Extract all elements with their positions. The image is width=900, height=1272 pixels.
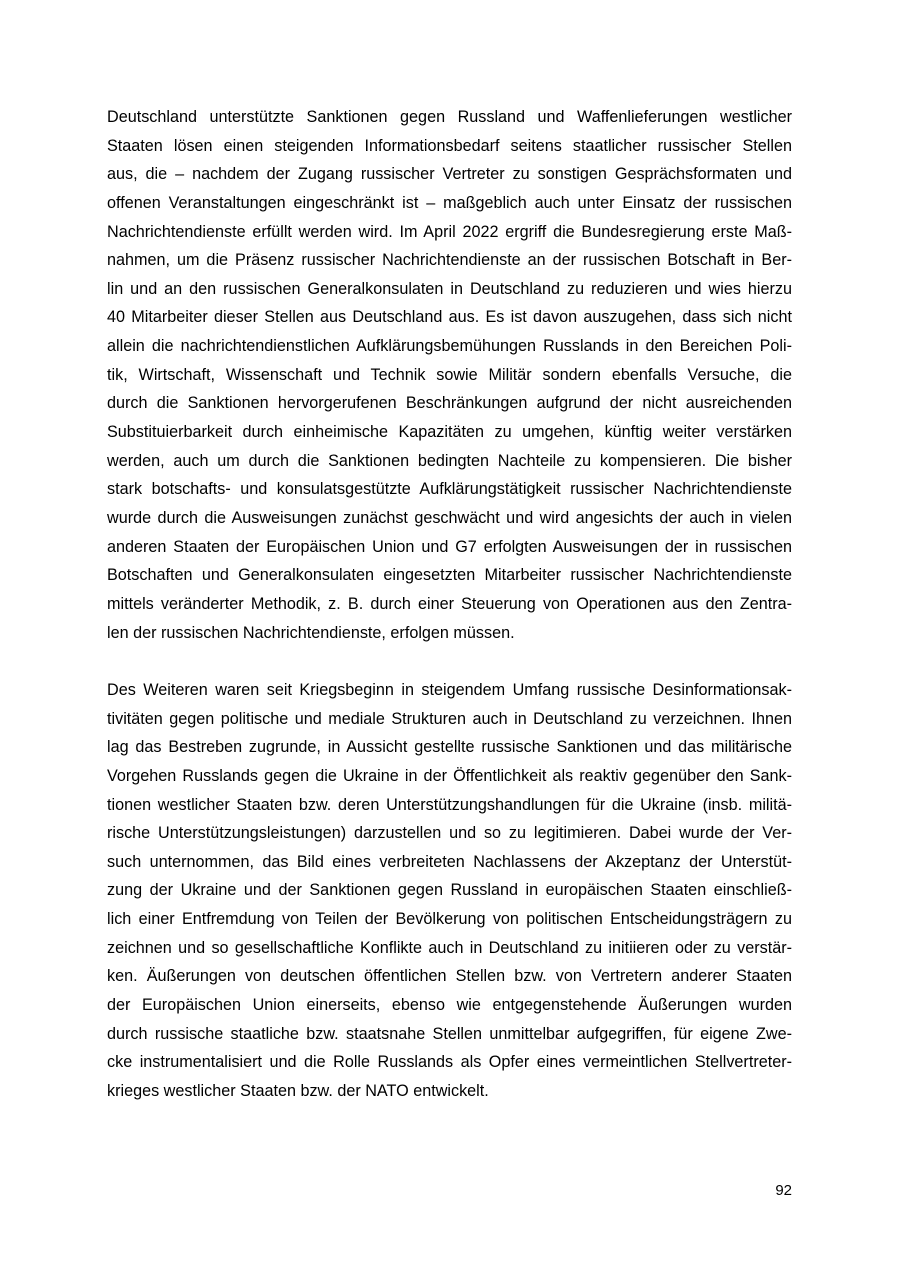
text-line: offenen Veranstaltungen eingeschränkt ist – maßgeblich auch unter Einsatz der russischen	[107, 193, 792, 212]
text-line: der Europäischen Union einerseits, ebenso wie entgegenstehende Äußerungen wurden	[107, 996, 792, 1015]
text-line: lag das Bestreben zugrunde, in Aussicht gestellte russische Sanktionen und das militärische	[107, 738, 792, 757]
text-line: ken. Äußerungen von deutschen öffentlichen Stellen bzw. von Vertretern anderer Staaten	[107, 967, 792, 986]
text-line: nahmen, um die Präsenz russischer Nachrichtendienste an der russischen Botschaft in Ber-	[107, 251, 792, 270]
text-line: lin und an den russischen Generalkonsulaten in Deutschland zu reduzieren und wies hierzu	[107, 279, 792, 298]
paragraph-1	[107, 103, 792, 647]
text-line: anderen Staaten der Europäischen Union und G7 erfolgten Ausweisungen der in russischen	[107, 537, 792, 556]
text-line: len der russischen Nachrichtendienste, erfolgen müssen.	[107, 623, 515, 642]
text-line: Nachrichtendienste erfüllt werden wird. Im April 2022 ergriff die Bundesregierung erste Maß-	[107, 222, 792, 241]
text-line: such unternommen, das Bild eines verbreiteten Nachlassens der Akzeptanz der Unterstüt-	[107, 852, 792, 871]
text-line: tivitäten gegen politische und mediale Strukturen auch in Deutschland zu verzeichnen. Ihnen	[107, 709, 792, 728]
text-line: Vorgehen Russlands gegen die Ukraine in der Öffentlichkeit als reaktiv gegenüber den Sank-	[107, 766, 792, 785]
text-line: rische Unterstützungsleistungen) darzustellen und so zu legitimieren. Dabei wurde der Ver-	[107, 824, 792, 843]
text-line: cke instrumentalisiert und die Rolle Russlands als Opfer eines vermeintlichen Stellvertreter-	[107, 1053, 792, 1072]
paragraph-2	[107, 676, 792, 1106]
text-line: zeichnen und so gesellschaftliche Konflikte auch in Deutschland zu initiieren oder zu verstär-	[107, 938, 792, 957]
text-line: stark botschafts- und konsulatsgestützte Aufklärungstätigkeit russischer Nachrichtendienste	[107, 480, 792, 499]
text-line: aus, die – nachdem der Zugang russischer Vertreter zu sonstigen Gesprächsformaten und	[107, 165, 792, 184]
text-line: Substituierbarkeit durch einheimische Kapazitäten zu umgehen, künftig weiter verstärken	[107, 423, 792, 442]
text-line: 40 Mitarbeiter dieser Stellen aus Deutschland aus. Es ist davon auszugehen, dass sich nicht	[107, 308, 792, 327]
text-line: wurde durch die Ausweisungen zunächst geschwächt und wird angesichts der auch in vielen	[107, 508, 792, 527]
text-line: lich einer Entfremdung von Teilen der Bevölkerung von politischen Entscheidungsträgern zu	[107, 910, 792, 929]
text-line: Deutschland unterstützte Sanktionen gegen Russland und Waffenlieferungen westlicher	[107, 108, 792, 126]
text-line: Botschaften und Generalkonsulaten eingesetzten Mitarbeiter russischer Nachrichtendienste	[107, 566, 792, 585]
text-line: durch die Sanktionen hervorgerufenen Beschränkungen aufgrund der nicht ausreichenden	[107, 394, 792, 413]
text-line: werden, auch um durch die Sanktionen bedingten Nachteile zu kompensieren. Die bisher	[107, 451, 792, 470]
text-line: allein die nachrichtendienstlichen Aufklärungsbemühungen Russlands in den Bereichen Poli-	[107, 337, 792, 356]
text-line: mittels veränderter Methodik, z. B. durch einer Steuerung von Operationen aus den Zentra-	[107, 594, 792, 613]
text-line: zung der Ukraine und der Sanktionen gegen Russland in europäischen Staaten einschließ-	[107, 881, 792, 900]
page-number: 92	[775, 1182, 792, 1199]
text-line: durch russische staatliche bzw. staatsnahe Stellen unmittelbar aufgegriffen, für eigene Zwe-	[107, 1024, 792, 1043]
text-line: Des Weiteren waren seit Kriegsbeginn in steigendem Umfang russische Desinformationsak-	[107, 681, 792, 699]
text-line: krieges westlicher Staaten bzw. der NATO entwickelt.	[107, 1081, 489, 1100]
text-line: tik, Wirtschaft, Wissenschaft und Technik sowie Militär sondern ebenfalls Versuche, die	[107, 365, 792, 384]
text-line: tionen westlicher Staaten bzw. deren Unterstützungshandlungen für die Ukraine (insb. militä-	[107, 795, 792, 814]
text-line: Staaten lösen einen steigenden Informationsbedarf seitens staatlicher russischer Stellen	[107, 136, 792, 155]
